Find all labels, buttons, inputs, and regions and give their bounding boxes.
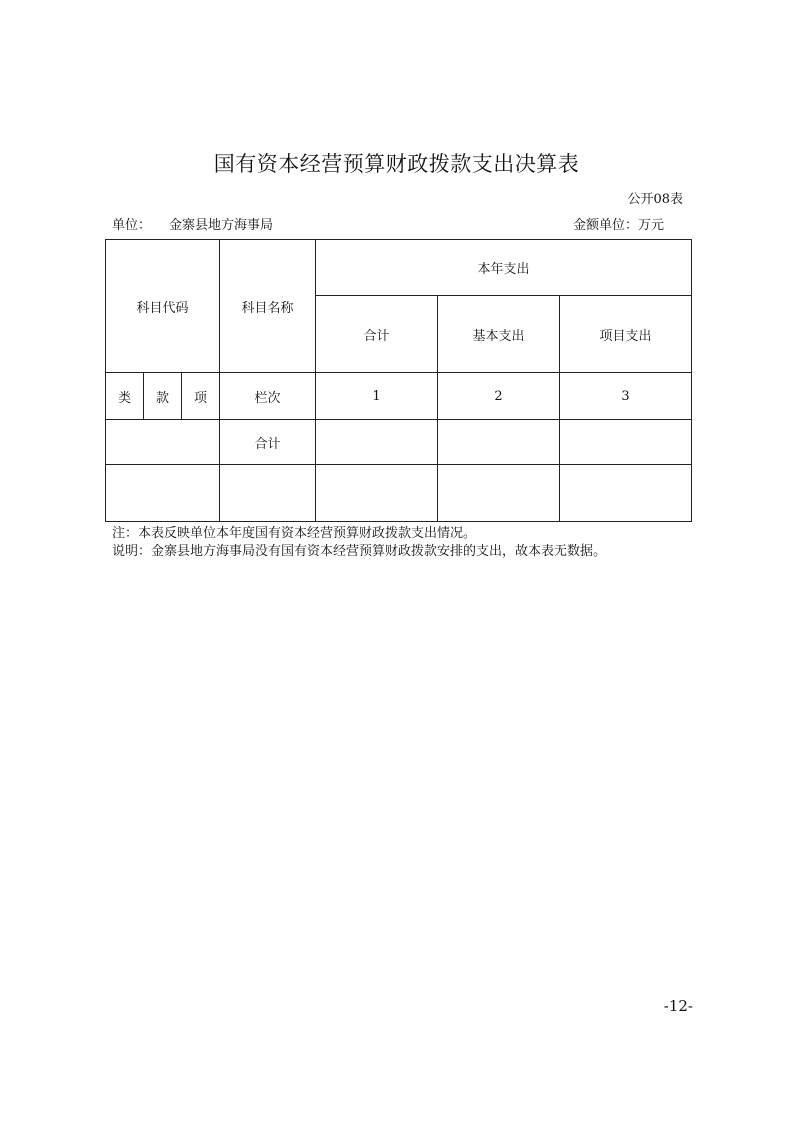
form-number: 公开08表 bbox=[627, 192, 683, 207]
code-category: 类 bbox=[106, 373, 144, 420]
total-row-total bbox=[316, 420, 438, 465]
note-text: 注：本表反映单位本年度国有资本经营预算财政拨款支出情况。 bbox=[112, 526, 477, 541]
column-number-2: 2 bbox=[438, 373, 560, 420]
explanation-text: 说明：金寨县地方海事局没有国有资本经营预算财政拨款安排的支出，故本表无数据。 bbox=[112, 544, 607, 559]
unit-name: 金寨县地方海事局 bbox=[169, 218, 274, 233]
table-total-row bbox=[106, 420, 692, 465]
expense-table bbox=[105, 239, 692, 522]
header-subject-code: 科目代码 bbox=[106, 240, 220, 373]
unit-info bbox=[112, 214, 273, 233]
amount-unit: 金额单位：万元 bbox=[572, 218, 664, 233]
total-row-project bbox=[560, 420, 692, 465]
table-header-row bbox=[106, 240, 692, 296]
column-number-1: 1 bbox=[316, 373, 438, 420]
table-code-row bbox=[106, 373, 692, 420]
page-number: -12- bbox=[663, 997, 693, 1015]
blank-row-basic bbox=[438, 465, 560, 522]
blank-row-code bbox=[106, 465, 220, 522]
code-section: 款 bbox=[144, 373, 182, 420]
page-title: 国有资本经营预算财政拨款支出决算表 bbox=[213, 152, 580, 176]
total-row-code bbox=[106, 420, 220, 465]
blank-row-name bbox=[220, 465, 316, 522]
column-label: 栏次 bbox=[220, 373, 316, 420]
header-subject-name: 科目名称 bbox=[220, 240, 316, 373]
column-number-3: 3 bbox=[560, 373, 692, 420]
header-basic-expense: 基本支出 bbox=[438, 296, 560, 373]
header-current-year-expense: 本年支出 bbox=[316, 240, 692, 296]
code-item: 项 bbox=[182, 373, 220, 420]
blank-row-project bbox=[560, 465, 692, 522]
notes bbox=[112, 525, 606, 561]
total-row-basic bbox=[438, 420, 560, 465]
total-row-label: 合计 bbox=[220, 420, 316, 465]
blank-row-total bbox=[316, 465, 438, 522]
header-project-expense: 项目支出 bbox=[560, 296, 692, 373]
table-blank-row bbox=[106, 465, 692, 522]
header-total: 合计 bbox=[316, 296, 438, 373]
unit-label: 单位： bbox=[112, 218, 152, 233]
unit-line bbox=[112, 214, 664, 233]
